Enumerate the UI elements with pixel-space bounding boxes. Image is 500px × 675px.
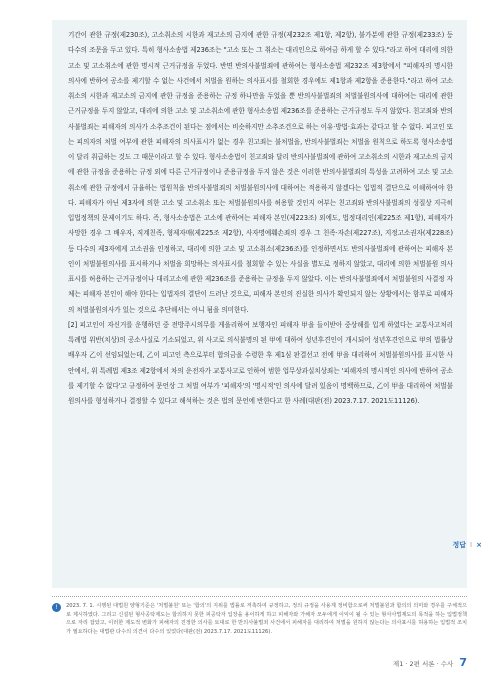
page-footer xyxy=(393,656,467,669)
footnote xyxy=(52,602,467,636)
exclamation-icon: ! xyxy=(52,603,61,612)
answer-indicator xyxy=(453,540,482,550)
case-paragraph-1: 기간이 관한 규정(제230조), 고소취소의 시한과 재고소의 금지에 관한 규정(제232조 제1항, 제2항), 불가분에 관한 규정(제233조) 등 다수의 조문을 두고 있다. 특히 형사소송법 제236조는 "고소 또는 그 취소는 대리인으로 하여금 하게 할 수 있다."라고 하여 대리에 의한 고소 및 고소취소에 관한 명시적 근거규정을 두었다. 반면 반의사불벌죄에 관하여는 형사소송법 제232조 제3항에서 "피해자의 명시한 의사에 반하여 공소를 제기할 수 없는 사건에서 처벌을 원하는 의사표시를 철회한 경우에도 제1항과 제2항을 준용한다."라고 하여 고소취소의 시한과 재고소의 금지에 관한 규정을 준용하는 규정 하나만을 두었을 뿐 반의사불벌죄의 처벌불원의사에 대하여는 대리에 관한 근거규정을 두지 않았고, 대리에 의한 고소 및 고소취소에 관한 형사소송법 제236조를 준용하는 근거규정도 두지 않았다. 친고죄와 반의사불벌죄는 피해자의 의사가 소추조건이 된다는 점에서는 비슷하지만 소추조건으로 하는 이유·방법·효과는 같다고 할 수 없다. 피고인 또는 피의자의 처벌 여부에 관한 피해자의 의사표시가 없는 경우 친고죄는 불처벌을, 반의사불벌죄는 처벌을 원칙으로 하도록 형사소송법이 달리 취급하는 것도 그 때문이라고 할 수 있다. 형사소송법이 친고죄와 달리 반의사불벌죄에 관하여 고소취소의 시한과 재고소의 금지에 관한 규정을 준용하는 규정 외에 다른 근거규정이나 준용규정을 두지 않은 것은 이러한 반의사불벌죄의 특성을 고려하여 고소 및 고소취소에 관한 규정에서 규율하는 법원칙을 반의사불벌죄의 처벌불원의사에 대하여는 적용하지 않겠다는 입법적 결단으로 이해하여야 한다. 피해자가 아닌 제3자에 의한 고소 및 고소취소 또는 처벌불원의사를 허용할 것인지 여부는 친고죄와 반의사불벌죄의 성질상 지극히 입법정책의 문제이기도 하다. 즉, 형사소송법은 고소에 관하여는 피해자 본인(제223조) 외에도, 법정대리인(제225조 제1항), 피해자가 사망한 경우 그 배우자, 직계친족, 형제자매(제225조 제2항), 사자명예훼손죄의 경우 그 친족·자손(제227조), 지정고소권자(제228조) 등 다수의 제3자에게 고소권을 인정하고, 대리에 의한 고소 및 고소취소(제236조)를 인정하면서도 반의사불벌죄에 관하여는 피해자 본인이 처벌불원의사를 표시하거나 처벌을 희망하는 의사표시를 철회할 수 있는 사실을 별도로 정하지 않았고, 대리에 의한 처벌불원 의사표시를 허용하는 근거규정이나 대리고소에 관한 제236조를 준용하는 규정을 두지 않았다. 이는 반의사불벌죄에서 처벌불원의 사결정 자체는 피해자 본인이 해야 한다는 입법자의 결단이 드러난 것으로, 피해자 본인의 진실한 의사가 확인되지 않는 상황에서는 함부로 피해자의 처벌불원의사가 있는 것으로 추단해서는 아니 됨을 의미한다. xyxy=(68,31,453,314)
footnote-text: 2023. 7. 1. 시행된 대법원 양형기준은 '처벌불원' 또는 '합의'의 지위를 법률로 저촉하여 규정하고, 정의 규정을 사용계 정비함으로써 처벌불원과 합의의 의미와 경우를 구체적으로 제시하였다. 그리고 신설된 형사공탁제도는 합의하지 못한 피공탁자 입장을 용이하게 하고 피해자와 가해자 모두에게 이익이 될 수 있는 형사사법제도의 목적을 하는 입법정책으로 자리 잡았고, 이러한 제도적 변화가 피해자의 진정한 의사를 토대로 한 반의사불벌죄 사건에서 피해자를 대리하여 처벌을 원하지 않는다는 의사표시를 허용하는 입법적 조치가 필요하다는 대법관 다수의 의견이 다수의 있었다(대판(전) 2023.7.17. 2021도11126). xyxy=(66,603,467,635)
answer-mark: × xyxy=(476,541,482,549)
case-text-box xyxy=(52,20,467,588)
answer-separator: I xyxy=(470,541,473,549)
page-number: 7 xyxy=(459,656,467,669)
footnote-divider xyxy=(52,596,467,597)
chapter-label: 제1 · 2편 서론 · 수사 xyxy=(392,660,454,668)
case-paragraph-2: [2] 피고인이 자신거를 운행하던 중 전방주시의무를 게을리하여 보행자인 피해자 甲을 들이받아 중상해를 입게 하였다는 교통사고처리 특례법 위반(치상)의 공소사실로 기소되었고, 위 사고로 의식불명의 된 甲에 대하여 성년후견인이 개시되어 성년후견인으로 甲의 법률상 배우자 乙이 선임되었는데, 乙이 피고인 측으로부터 합의금을 수령한 후 제1심 판결선고 전에 甲을 대리하여 처벌불원의사를 표시한 사안에서, 위 특례법 제3조 제2항에서 차의 운전자가 교통사고로 인하여 범한 업무상과실치상죄는 '피해자의 명시적인 의사에 반하여 공소를 제기할 수 없다'고 규정하여 문언상 그 처벌 여부가 '피해자'의 '명시적'인 의사에 달려 있음이 명백하므로, 乙이 甲을 대리하여 처벌불원의사를 형성하거나 결정할 수 있다고 해석하는 것은 법의 문언에 반한다고 한 사례(대판(전) 2023.7.17. 2021도11126). xyxy=(68,320,453,405)
answer-label: 정답 xyxy=(452,541,467,549)
